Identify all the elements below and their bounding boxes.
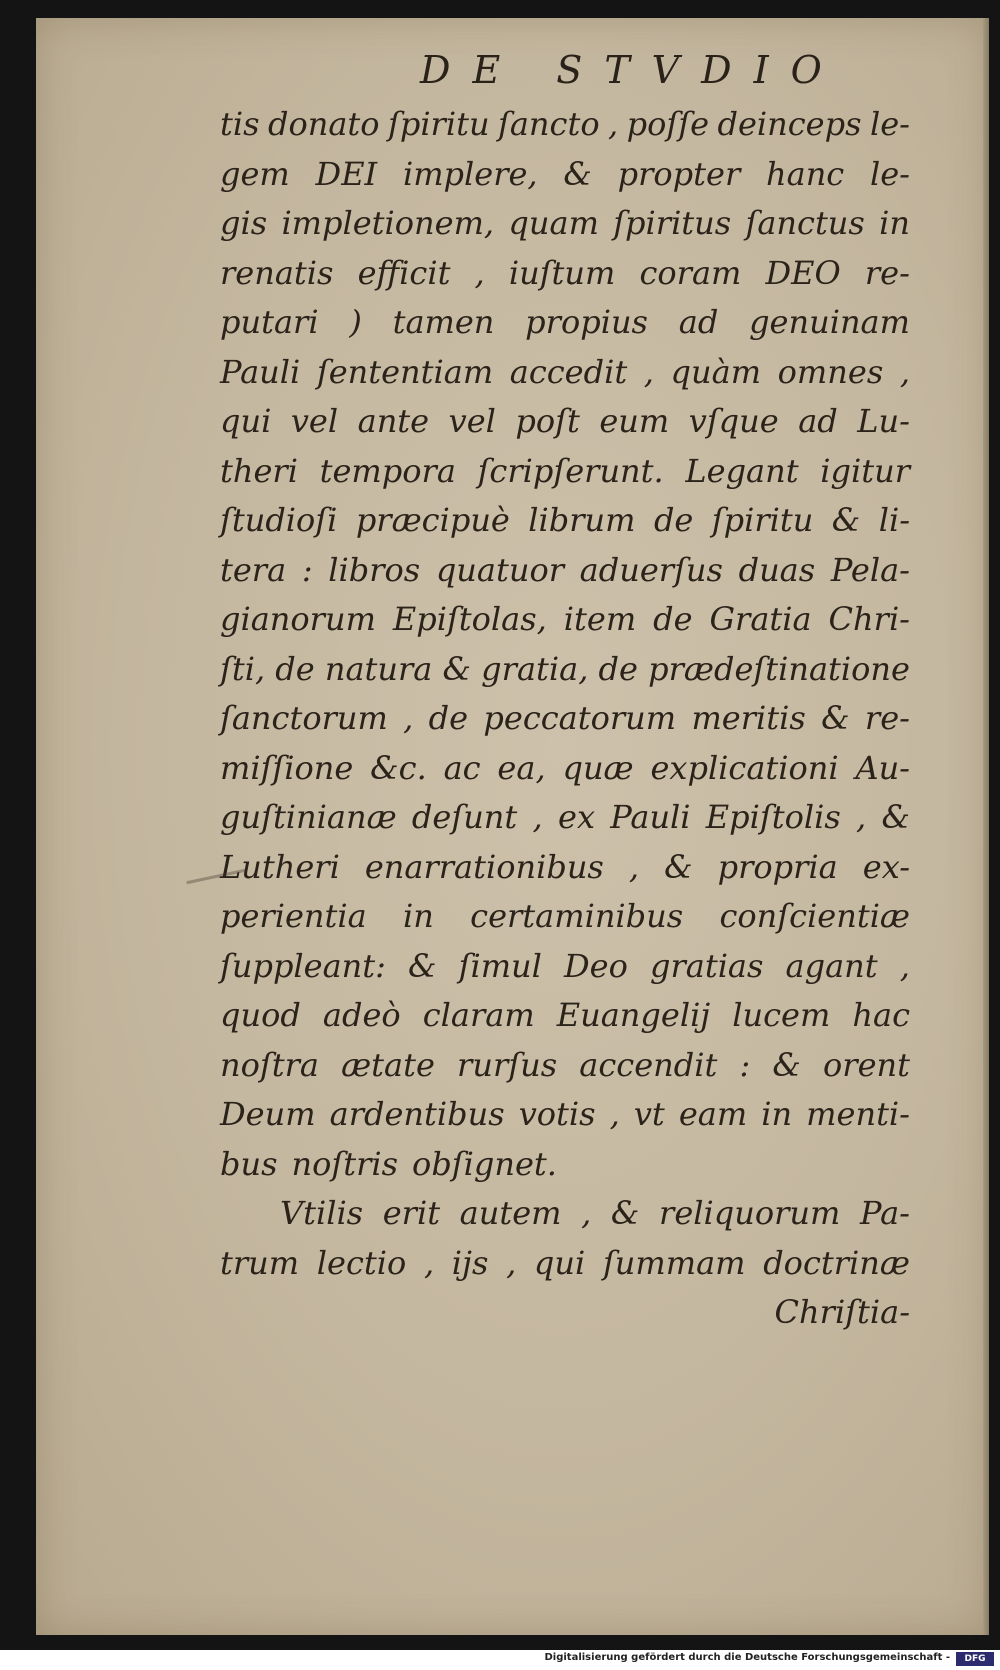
word: reliquorum (659, 1194, 841, 1232)
word: , (581, 1194, 592, 1232)
word: ante (357, 402, 430, 440)
word: deinceps (717, 105, 862, 143)
word: ſti, (220, 649, 266, 688)
word: qui (220, 402, 272, 440)
word: certaminibus (470, 897, 684, 935)
word: omnes (777, 352, 884, 391)
word: præcipuè (355, 501, 510, 539)
word: qui (533, 1243, 586, 1282)
word: obſignet. (412, 1144, 557, 1183)
text-line (220, 1140, 910, 1190)
word: re- (864, 253, 910, 292)
word: ſpiritu (387, 105, 490, 143)
word: ſimul (458, 946, 542, 985)
word: le- (869, 154, 910, 193)
text-line (220, 645, 910, 695)
text-line (220, 843, 910, 893)
word: , (532, 798, 543, 836)
text-line (220, 397, 910, 447)
word: rurſus (457, 1045, 558, 1084)
text-line (220, 1090, 910, 1140)
word: , (608, 105, 619, 143)
word: guſtinianæ (220, 798, 397, 836)
word: lucem (732, 996, 831, 1034)
text-line (220, 744, 910, 794)
word: Legant (685, 451, 799, 490)
word: & (664, 847, 693, 886)
word: duas (738, 550, 816, 589)
word: natura (324, 649, 433, 688)
word: Vtilis (280, 1194, 364, 1232)
word: implere, (402, 154, 538, 193)
text-line (220, 447, 910, 497)
word: & (442, 649, 472, 688)
word: Epiſtolas, (392, 600, 547, 638)
text-line (220, 892, 910, 942)
word: claram (422, 996, 535, 1034)
word: Pauli (220, 352, 301, 391)
word: meritis (691, 699, 806, 737)
word: , (403, 699, 414, 737)
word: ſententiam (316, 352, 494, 391)
word: prædeſtinatione (648, 649, 910, 688)
word: iuſtum (508, 253, 616, 292)
word: libros (328, 550, 421, 589)
word: quàm (670, 352, 762, 391)
footer-bar (0, 1650, 1000, 1670)
word: bus (220, 1144, 278, 1183)
word: ſpiritus (613, 204, 732, 242)
word: , (856, 798, 867, 836)
word: orent (823, 1045, 910, 1084)
word: li- (878, 501, 910, 539)
word: agant (785, 946, 878, 985)
text-line (220, 991, 910, 1041)
word: ſpiritu (711, 501, 814, 539)
word: tis (220, 105, 260, 143)
word: gem (220, 154, 290, 193)
word: impletionem, (281, 204, 495, 242)
word: & (772, 1045, 801, 1084)
word: , (423, 1243, 435, 1282)
word: & (821, 699, 850, 737)
word: , (628, 847, 640, 886)
word: coram (639, 253, 742, 292)
word: & (563, 154, 592, 193)
text-line (220, 1189, 910, 1239)
word: ſanctus (745, 204, 865, 242)
word: : (739, 1045, 751, 1084)
word: ſtudioſi (220, 501, 338, 539)
word: tamen (392, 303, 495, 341)
funding-notice: Digitalisierung gefördert durch die Deutsche Forschungsgemeinschaft - (544, 1652, 950, 1663)
word: ad (678, 303, 719, 341)
word: propria (717, 847, 838, 886)
word: quæ (562, 748, 634, 787)
word: quod (220, 996, 301, 1034)
word: vt (633, 1095, 665, 1133)
word: in (402, 897, 434, 935)
text-line (220, 100, 910, 150)
word: Lu- (857, 402, 910, 440)
word: accendit (579, 1045, 718, 1084)
word: tera (220, 550, 287, 589)
word: eum (599, 402, 670, 440)
word: ſuppleant: (220, 946, 386, 985)
word: ex (558, 798, 595, 836)
word: noſtris (291, 1144, 399, 1183)
word: enarrationibus (364, 847, 604, 886)
word: & (831, 501, 861, 539)
catchword: Chriſtia- (774, 1293, 910, 1331)
word: quatuor (435, 550, 565, 589)
word: adeò (322, 996, 401, 1034)
word: in (761, 1095, 793, 1133)
word: Epiſtolis (705, 798, 841, 836)
text-line (220, 1239, 910, 1289)
word: explicationi (650, 748, 839, 787)
word: gratia, (481, 649, 589, 688)
word: efficit (357, 253, 451, 292)
word: Pauli (610, 798, 691, 836)
word: & (881, 798, 910, 836)
text-line (220, 249, 910, 299)
word: DEI (315, 154, 378, 193)
word: ac (443, 748, 481, 787)
word: lectio (316, 1243, 407, 1282)
word: propter (617, 154, 741, 193)
word: DEO (765, 253, 841, 292)
word: de (653, 600, 693, 638)
word: tempora (319, 451, 456, 490)
word: trum (220, 1243, 300, 1282)
word: Au- (855, 748, 910, 787)
text-line (220, 942, 910, 992)
text-line (220, 694, 910, 744)
word: de (275, 649, 315, 688)
word: quam (508, 204, 599, 242)
word: poſſe (626, 105, 710, 143)
text-line (220, 199, 910, 249)
word: vſque (688, 402, 779, 440)
word: vel (290, 402, 339, 440)
word: , (643, 352, 654, 391)
word: ſancto (498, 105, 600, 143)
word: Deum (220, 1095, 316, 1133)
word: Chri- (828, 600, 910, 638)
word: , (899, 946, 910, 985)
word: gianorum (220, 600, 376, 638)
dfg-logo-icon: DFG (956, 1652, 994, 1666)
word: , (899, 352, 910, 391)
word: , (609, 1095, 620, 1133)
word: deſunt (411, 798, 518, 836)
word: menti- (806, 1095, 910, 1133)
word: de (428, 699, 469, 737)
word: eam (678, 1095, 748, 1133)
text-line (220, 793, 910, 843)
word: noſtra (220, 1045, 319, 1084)
word: ad (798, 402, 838, 440)
word: propius (525, 303, 648, 341)
word: le- (869, 105, 910, 143)
word: & (610, 1194, 640, 1232)
word: & (408, 946, 437, 985)
word: ex- (862, 847, 910, 886)
word: igitur (820, 451, 910, 490)
page-edge (983, 18, 989, 1635)
text-line (220, 546, 910, 596)
word: genuinam (749, 303, 910, 341)
word: de (653, 501, 694, 539)
text-line (220, 1041, 910, 1091)
word: perientia (220, 897, 367, 935)
word: vel (448, 402, 496, 440)
word: miſſione (220, 748, 354, 787)
word: hac (852, 996, 910, 1034)
word: putari (220, 303, 319, 341)
word: conſcientiæ (719, 897, 910, 935)
word: votis (518, 1095, 596, 1133)
word: gratias (649, 946, 764, 985)
word: ) (349, 303, 362, 341)
word: de (598, 649, 638, 688)
word: Deo (564, 946, 628, 985)
word: re- (864, 699, 910, 737)
text-line (220, 150, 910, 200)
word: autem (459, 1194, 562, 1232)
text-line (220, 496, 910, 546)
text-line (220, 298, 910, 348)
word: poſt (515, 402, 580, 440)
word: Gratia (709, 600, 812, 638)
word: theri (220, 451, 298, 490)
word: aduerſus (579, 550, 723, 589)
word: renatis (220, 253, 334, 292)
word: gis (220, 204, 268, 242)
body-text (220, 100, 910, 1338)
word: ijs (451, 1243, 489, 1282)
word: accedit (509, 352, 628, 391)
word: doctrinæ (763, 1243, 910, 1282)
word: peccatorum (483, 699, 677, 737)
word: : (301, 550, 313, 589)
word: Euangelij (556, 996, 711, 1034)
word: &c. (370, 748, 427, 787)
running-head: DE STVDIO (420, 48, 844, 92)
word: ardentibus (329, 1095, 505, 1133)
word: donato (267, 105, 380, 143)
word: ſummam (602, 1243, 746, 1282)
word: in (879, 204, 910, 242)
word: , (474, 253, 485, 292)
word: item (563, 600, 637, 638)
word: erit (382, 1194, 441, 1232)
word: ſanctorum (220, 699, 388, 737)
word: Pela- (830, 550, 910, 589)
word: Lutheri (220, 847, 340, 886)
word: , (506, 1243, 517, 1282)
word: ſcripſerunt. (477, 451, 664, 490)
text-line (220, 595, 910, 645)
word: hanc (766, 154, 845, 193)
word: Pa- (859, 1194, 910, 1232)
word: ætate (341, 1045, 435, 1084)
catchword-line (220, 1288, 910, 1338)
text-line (220, 348, 910, 398)
word: ea, (497, 748, 546, 787)
word: librum (528, 501, 636, 539)
